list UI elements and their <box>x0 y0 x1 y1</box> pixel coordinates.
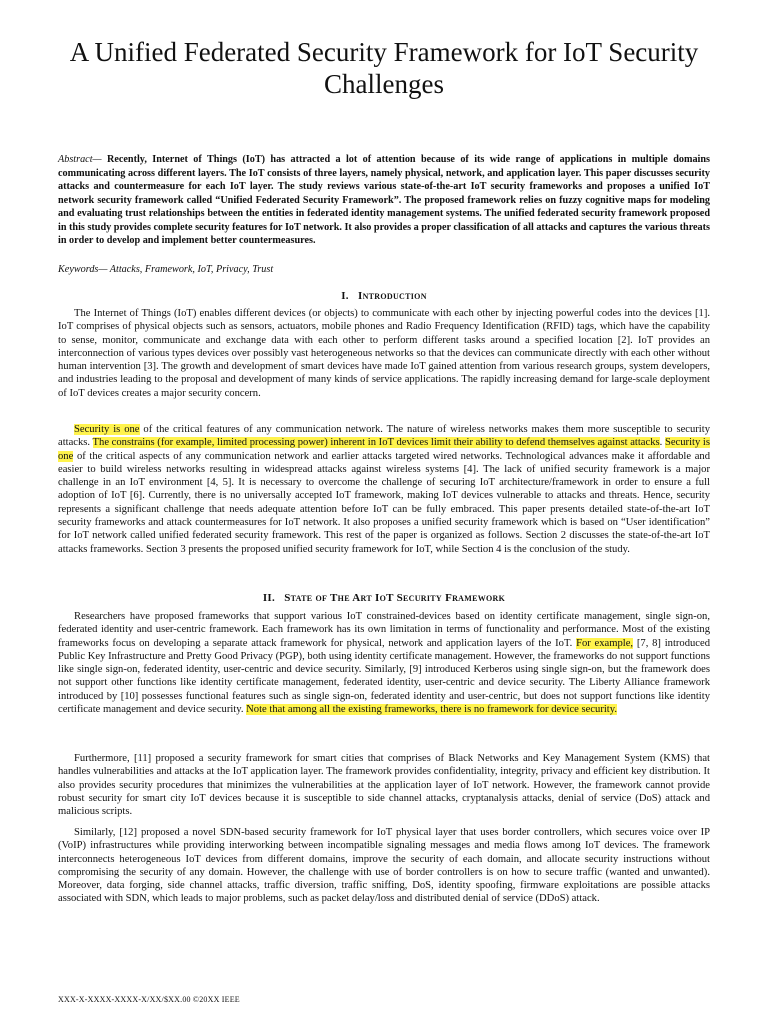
highlight-4: For example, <box>576 637 634 649</box>
fw-p1-text-2: [7, 8] introduced Public Key Infrastructure and Pretty Good Privacy (PGP), both using identity certificate management. However, the frameworks do not support functions like single sign-on, federated identity, user-centric and device security. Similarly, [9] introduced Kerberos using single sign-on, but the framework does not support other functions like identity certificate management, federated identity, user-centric and device security. The Liberty Alliance framework introduced by [10] possesses functional features such as single sign-on, federated identity and user-centric, but does not support functions like identity certificate management and device security. <box>58 637 711 716</box>
section-2-title: State of The Art IoT Security Framework <box>284 592 506 604</box>
framework-paragraph-3: Similarly, [12] proposed a novel SDN-based security framework for IoT physical layer that uses border controllers, which secures voice over IP (VoIP) infrastructures while providing interworking between incompatible signaling messages and media flows among IoT devices. The framework interconnects heterogeneous IoT devices from different domains, improve the security of each domain, and allocate security instructions without compromising the security of any domain. However, the challenge with use of border controllers is on how to secure traffic (wanted and unwanted). Moreover, data forging, side channel attacks, traffic diversion, traffic sniffing, DoS, identity spoofing, firmware exploitations are possible attacks associated with SDN, which leads to major problems, such as packet delay/loss and distributed denial of service (DDoS) attack. <box>58 827 710 905</box>
highlight-1: Security is one <box>74 424 140 435</box>
abstract <box>58 153 710 248</box>
intro-p2-text-2: . <box>659 437 665 449</box>
intro-p2-text-1: of the critical features of any communication network. The nature of wireless networks makes them more susceptible to security attacks. <box>58 424 710 449</box>
abstract-lead: Abstract <box>58 154 93 165</box>
section-1-heading <box>58 290 710 302</box>
intro-paragraph-1: The Internet of Things (IoT) enables different devices (or objects) to communicate with each other by injecting powerful codes into the devices [1]. IoT comprises of physical objects such as sensors, actuators, mobile phones and Radio Frequency Identification (RFID) tags, which have the capability to sense, monitor, communicate and exchange data with each other to perform different tasks around a specified location [2]. IoT provides an interconnection of various types devices over possibly vast heterogeneous networks so that the devices can communicate directly with each other without human intervention [3]. The growth and development of smart devices have made IoT gained attention from various research groups, system developers, and industries leading to the proposal and development of many kinds of service applications. The rapidly increasing demand for large-scale deployment of IoT devices creates a major security concern. <box>58 308 710 399</box>
highlight-2: The constrains (for example, limited processing power) inherent in IoT devices limit their ability to defend themselves against attacks <box>92 437 660 449</box>
copyright-footer: XXX-X-XXXX-XXXX-X/XX/$XX.00 ©20XX IEEE <box>58 995 240 1004</box>
section-1-title: Introduction <box>358 290 427 302</box>
highlight-5: Note that among all the existing frameworks, there is no framework for device security. <box>246 704 617 716</box>
paper-title: A Unified Federated Security Framework for IoT Security Challenges <box>69 37 699 99</box>
intro-p2-text-3: of the critical aspects of any communication network and earlier attacks targeted wired networks. Technological advances make it affordable and easier to build wireless networks resulting in widespread attacks against wireless systems [4]. The lack of unified security framework is a major challenge in an IoT environment [4, 5]. It is necessary to overcome the challenge of securing IoT architecture/framework in order to ensure a full adoption of IoT [6]. Currently, there is no universally accepted IoT framework, making IoT devices vulnerable to attacks and threats. Hence, security represents a significant challenge that needs adequate attention before IoT can be fully embraced. This paper presents detailed state-of-the-art IoT security frameworks and attack countermeasures for IoT network. It also proposes a unified security framework which is based on “User identification” for IoT network called unified federated security framework. This rest of the paper is organized as follows. Section 2 discusses the state-of-the-art IoT attacks frameworks. Section 3 presents the proposed unified security framework for IoT, while Section 4 is the conclusion of the study. <box>58 450 710 555</box>
fw-p1-text-1: Researchers have proposed frameworks that support various IoT constrained-devices based on identity certificate management, single sign-on, federated identity and user-centric framework. Each framework has its own limitation in terms of functionality and performance. Most of the existing frameworks focus on developing a separate attack framework for physical, network and application layers of the IoT. <box>58 611 710 649</box>
keywords: Keywords— Attacks, Framework, IoT, Privacy, Trust <box>58 264 274 275</box>
section-2-heading <box>58 592 710 604</box>
abstract-dash: — <box>92 154 107 165</box>
framework-paragraph-1 <box>58 610 710 716</box>
section-1-number: I. <box>341 290 349 302</box>
abstract-text: Recently, Internet of Things (IoT) has attracted a lot of attention because of its wide range of applications in multiple domains communicating across different layers. The IoT consists of three layers, namely physical, network, and application layer. This paper discusses security attacks and countermeasure for each IoT layer. The study reviews various state-of-the-art IoT security frameworks and proposes a unified IoT network security framework called “Unified Federated Security Framework”. The proposed framework relies on fuzzy cognitive maps for modeling and evaluating trust relationships between the entities in federated identity management systems. The unified federated security framework proposed in this study provides complete security features for IoT network. It also provides a proper classification of all attacks and captures the various threats in order to develop and implement better countermeasures. <box>58 154 711 246</box>
highlight-3: Security is one <box>58 437 710 462</box>
section-2-number: II. <box>262 592 276 604</box>
framework-paragraph-2: Furthermore, [11] proposed a security framework for smart cities that comprises of Black Networks and Key Management System (KMS) that handles vulnerabilities and attacks at the IoT application layer. The framework provides confidentiality, integrity, privacy and efficient key distribution. It also provides security procedures that minimizes the vulnerabilities at the application layer of IoT network. However, the framework cannot provide robust security for smart city IoT devices because it is susceptible to side channel attacks, cryptanalysis attacks, denial of service (DoS) attack and malicious scripts. <box>58 753 710 818</box>
intro-paragraph-2 <box>58 423 710 556</box>
